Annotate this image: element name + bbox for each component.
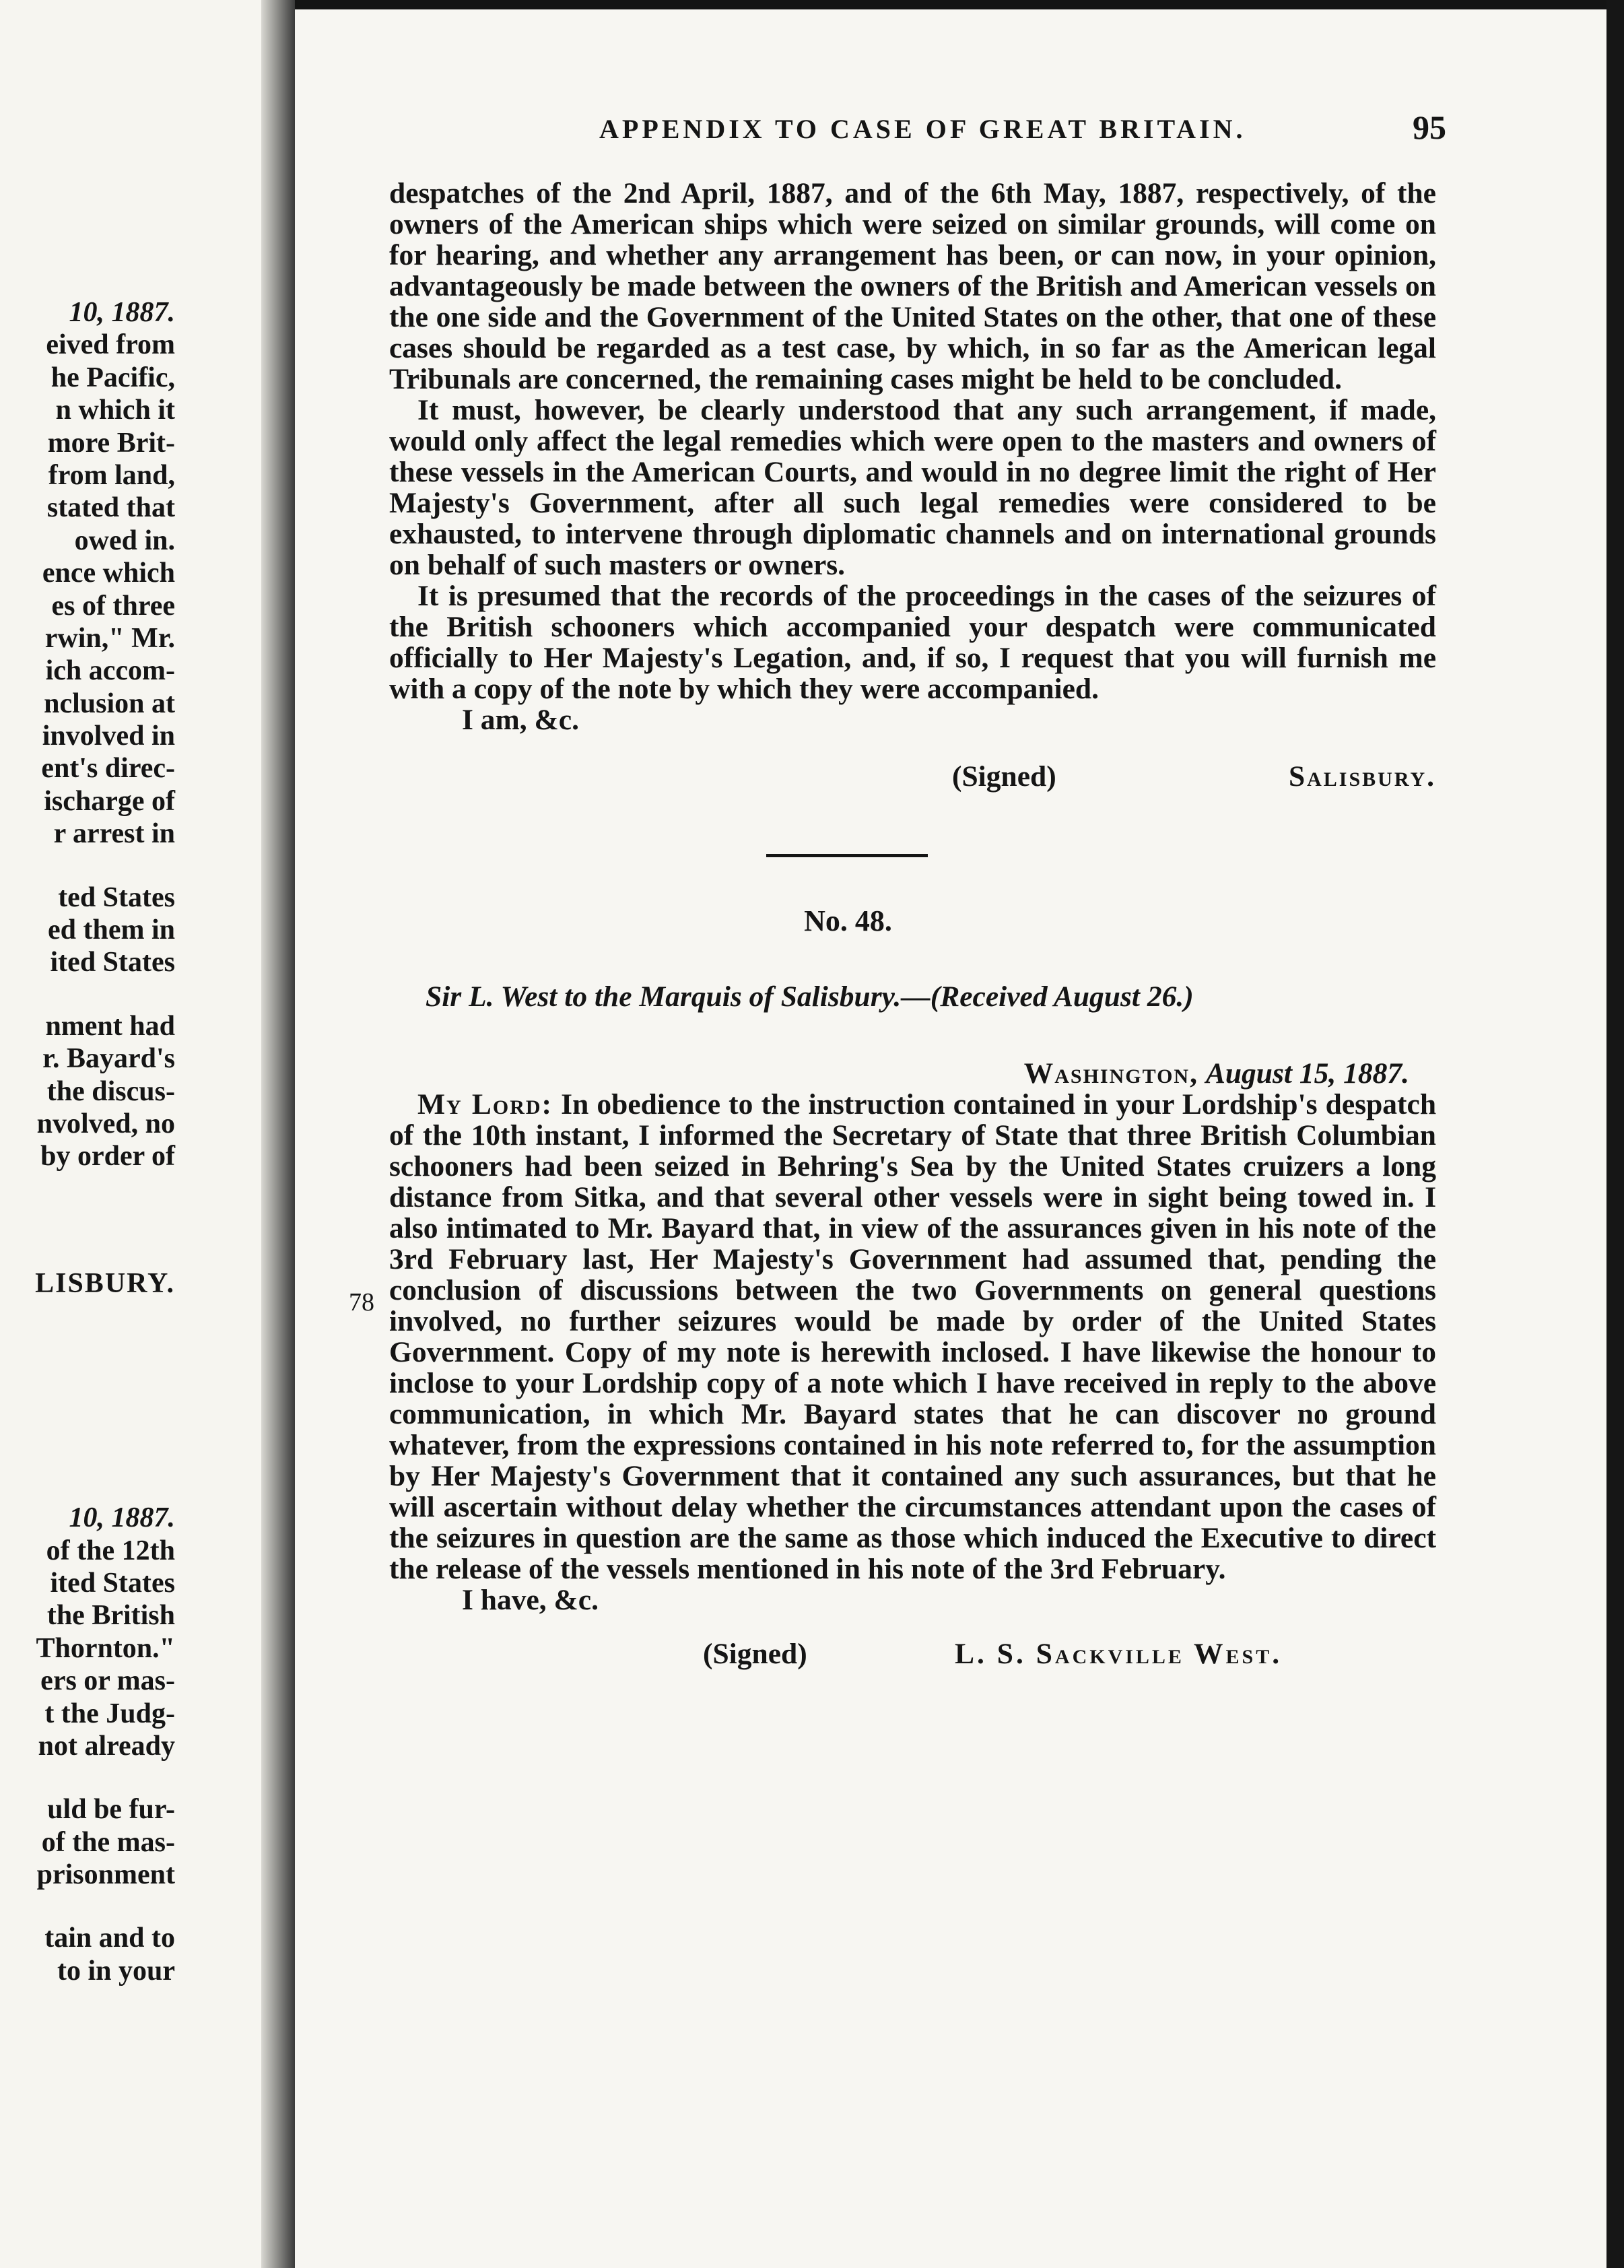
facing-line: uld be fur- (47, 1794, 175, 1826)
facing-line: ent's direc- (41, 753, 175, 785)
facing-line: by order of (40, 1141, 175, 1172)
dateline-date: August 15, 1887. (1205, 1057, 1409, 1090)
facing-line: nvolved, no (36, 1108, 175, 1139)
page-number: 95 (1413, 108, 1446, 146)
document-number: No. 48. (804, 904, 892, 937)
facing-line: of the mas- (41, 1826, 175, 1858)
facing-line: owed in. (74, 525, 175, 556)
facing-line: eived from (46, 329, 175, 361)
letter-body: In obedience to the instruction contained in your Lordship's despatch of the 10th instant, I informed the Secretary of State that three British Columbian schooners had been seized in Behring's Sea by the United States cruizers a long distance from Sitka, and that several other vessels were in sight being towed in. I also intimated to Mr. Bayard that, in view of the assurances given in his note of the 3rd February last, Her Majesty's Government had assumed that, pending the conclusion of discussions between the two Governments on general questions involved, no further seizures would be made by order of the United States Government. Copy of my note is herewith inclosed. I have likewise the honour to inclose to your Lordship copy of a note which I have received in reply to the above communication, in which Mr. Bayard states that he can discover no ground whatever, from the expressions contained in his note referred to, for the assumption by Her Majesty's Government that it contained any such assurances, but that he will ascertain without delay whether the circumstances attendant upon the cases of the seizures in question are the same as those which induced the Executive to direct the release of the vessels mentioned in his note of the 3rd February. (389, 1088, 1437, 1585)
letter-paragraph: despatches of the 2nd April, 1887, and of the 6th May, 1887, respectively, of the owners of the American ships which were seized on similar grounds, will come on for hearing, and whether any arrangement has been, or can now, in your opinion, advantageously be made between the owners of the British and American vessels on the one side and the Government of the United States on the other, that one of these cases should be regarded as a test case, by which, in so far as the American legal Tribunals are concerned, the remaining cases might be held to be concluded. (389, 177, 1436, 395)
facing-gap (7, 1762, 175, 1793)
letter-paragraph: It must, however, be clearly understood that any such arrangement, if made, would only affect the legal remedies which were open to the masters and owners of these vessels in the American Courts, and would in no degree limit the right of Her Majesty's Government, after all such legal remedies were considered to be exhausted, to intervene through diplomatic channels and on international grounds on behalf of such masters or owners. (389, 394, 1436, 581)
page-body (389, 178, 1436, 1690)
facing-gap (7, 850, 175, 881)
signature-block (389, 1615, 1436, 1690)
marginal-reference: 78 (349, 1288, 374, 1316)
facing-line: nment had (45, 1010, 175, 1042)
facing-gap (7, 1300, 175, 1502)
facing-line: to in your (57, 1955, 175, 1987)
facing-line: 10, 1887. (69, 1502, 175, 1534)
facing-line: ted States (58, 881, 175, 913)
facing-line: es of three (51, 590, 175, 622)
facing-line: ence which (42, 558, 175, 589)
signatory: Salisbury. (1288, 760, 1436, 793)
facing-line: ich accom- (45, 655, 175, 687)
facing-line: ischarge of (44, 785, 175, 817)
facing-line: of the 12th (46, 1535, 175, 1566)
facing-line: ers or mas- (40, 1665, 175, 1697)
facing-line: rwin," Mr. (44, 622, 175, 654)
facing-line: tain and to (44, 1923, 175, 1954)
facing-page-text (7, 296, 175, 1987)
facing-line: r arrest in (53, 818, 175, 850)
facing-line: nclusion at (44, 688, 175, 719)
book-gutter (261, 0, 295, 2268)
facing-gap (7, 1173, 175, 1267)
facing-line: ed them in (48, 914, 175, 946)
facing-line: ited States (50, 1567, 175, 1599)
facing-line: more Brit- (47, 427, 175, 459)
dateline-place: Washington, (1023, 1057, 1198, 1090)
signed-label: (Signed) (952, 760, 1056, 793)
salutation: My Lord: (417, 1088, 553, 1121)
facing-line: LISBURY. (35, 1267, 175, 1299)
facing-line: Thornton." (36, 1632, 175, 1664)
letter-closing: I am, &c. (462, 704, 579, 736)
facing-line: 10, 1887. (69, 297, 175, 328)
facing-line: he Pacific, (50, 362, 175, 393)
facing-line: involved in (42, 721, 175, 752)
running-head: APPENDIX TO CASE OF GREAT BRITAIN. (599, 114, 1246, 144)
facing-line: prisonment (36, 1859, 175, 1891)
document-heading: Sir L. West to the Marquis of Salisbury.—(Received August 26.) (426, 980, 1194, 1013)
letter-closing: I have, &c. (462, 1584, 599, 1616)
facing-line: the British (46, 1600, 175, 1632)
facing-line: t the Judg- (44, 1698, 175, 1729)
scan-border (1606, 0, 1624, 2268)
signatory: L. S. Sackville West. (955, 1638, 1283, 1670)
facing-gap (7, 979, 175, 1010)
signature-block (389, 735, 1436, 816)
dateline (389, 1058, 1436, 1089)
facing-line: n which it (55, 395, 175, 426)
signed-label: (Signed) (703, 1638, 807, 1670)
facing-line: from land, (48, 459, 175, 491)
letter-paragraph (389, 1089, 1436, 1585)
facing-line: the discus- (46, 1075, 175, 1107)
section-divider (766, 854, 928, 857)
facing-line: not already (38, 1730, 175, 1762)
letter-paragraph: It is presumed that the records of the proceedings in the cases of the seizures of the British schooners which accompanied your despatch were communicated officially to Her Majesty's Legation, and, if so, I request that you will furnish me with a copy of the note by which they were accompanied. (389, 580, 1436, 705)
facing-line: r. Bayard's (42, 1043, 175, 1075)
facing-line: ited States (50, 947, 175, 978)
facing-page-fragment (0, 0, 261, 2268)
facing-line: stated that (46, 492, 175, 524)
facing-gap (7, 1891, 175, 1922)
